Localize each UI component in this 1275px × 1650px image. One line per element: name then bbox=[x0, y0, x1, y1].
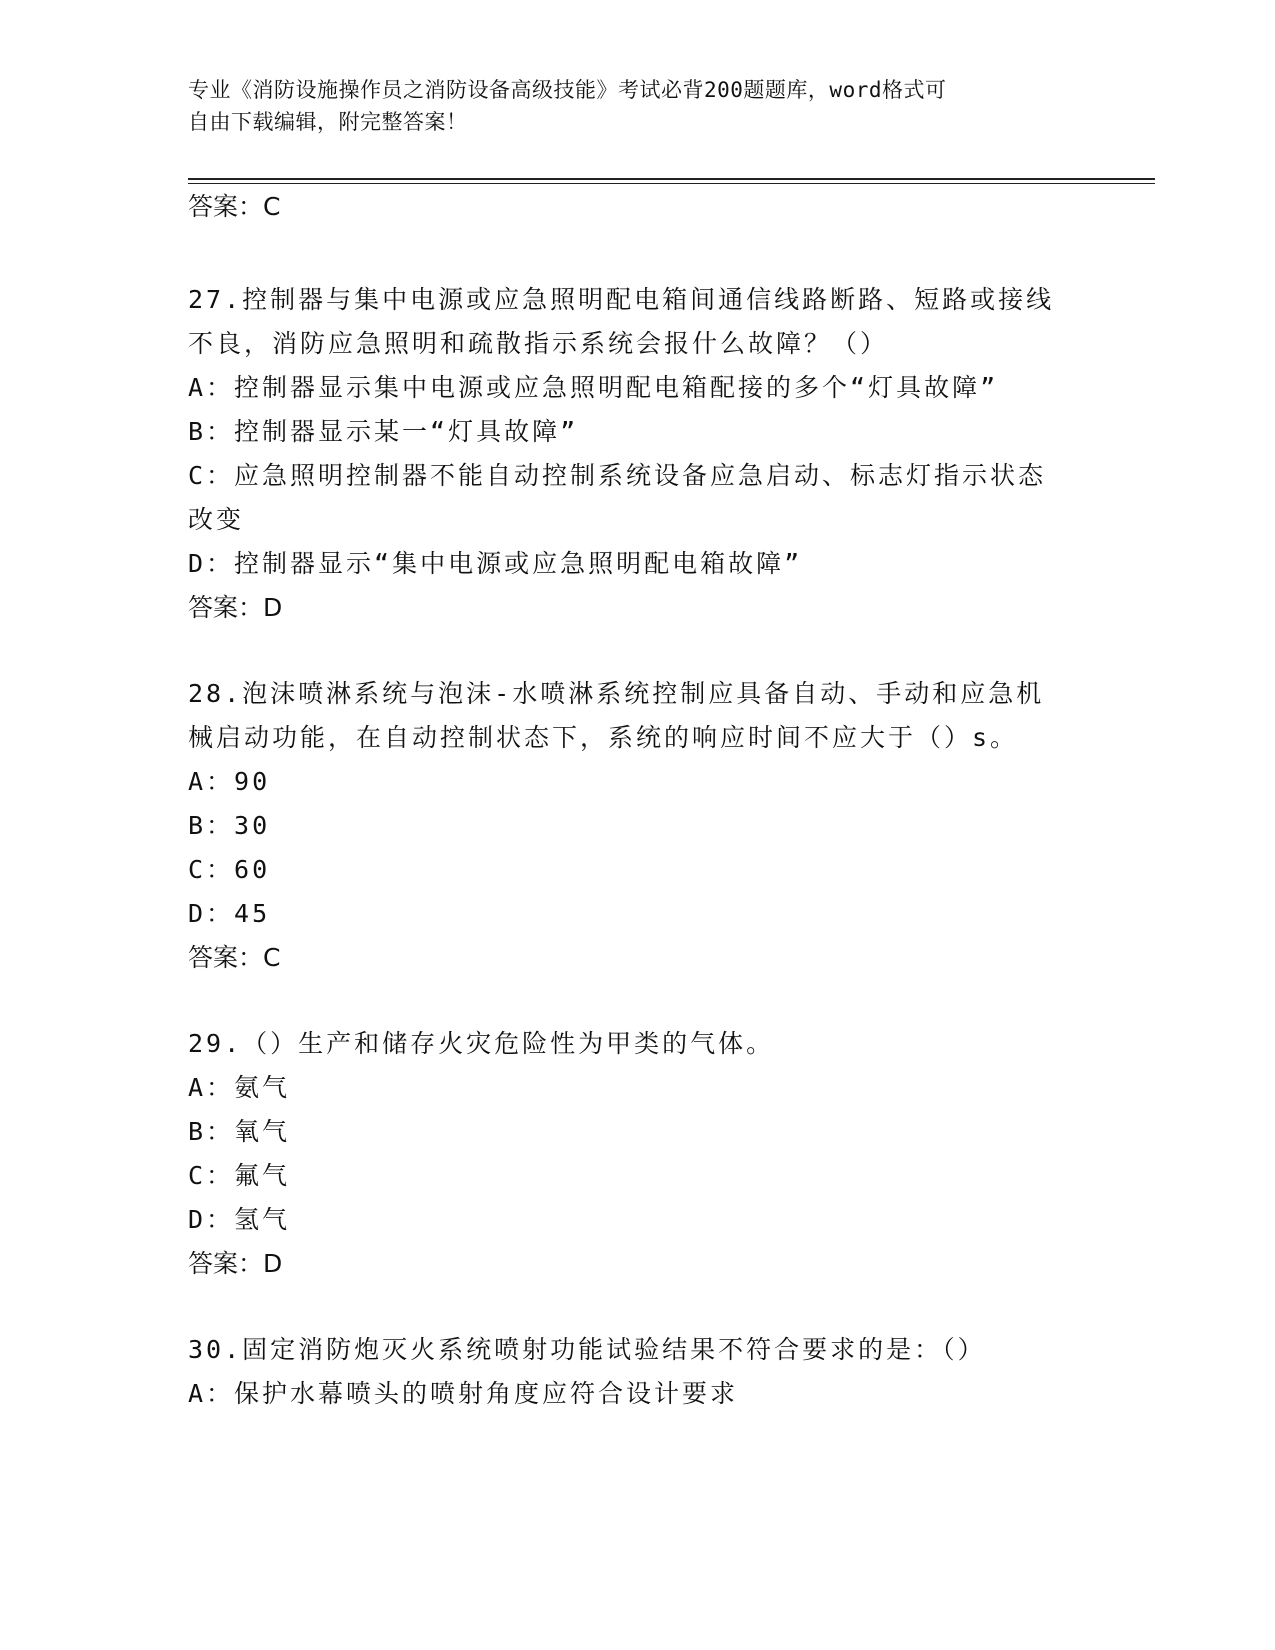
option-a: A：90 bbox=[188, 767, 271, 796]
question-stem-line: 30.固定消防炮灭火系统喷射功能试验结果不符合要求的是：（） bbox=[188, 1335, 986, 1364]
answer-line: 答案：D bbox=[188, 593, 283, 622]
option-c: C：60 bbox=[188, 855, 271, 884]
question-stem-line: 28.泡沫喷淋系统与泡沫-水喷淋系统控制应具备自动、手动和应急机 bbox=[188, 679, 1045, 708]
answer-line: 答案：D bbox=[188, 1249, 283, 1278]
option-c-continued: 改变 bbox=[188, 505, 245, 534]
question-stem-line: 29.（）生产和储存火灾危险性为甲类的气体。 bbox=[188, 1029, 775, 1058]
option-c: C：氟气 bbox=[188, 1161, 291, 1190]
option-b: B：30 bbox=[188, 811, 271, 840]
option-c: C：应急照明控制器不能自动控制系统设备应急启动、标志灯指示状态 bbox=[188, 461, 1047, 490]
header-divider-thin bbox=[188, 183, 1155, 184]
option-b: B：控制器显示某一“灯具故障” bbox=[188, 417, 579, 446]
question-stem-line: 27.控制器与集中电源或应急照明配电箱间通信线路断路、短路或接线 bbox=[188, 285, 1055, 314]
header-divider-thick bbox=[188, 178, 1155, 180]
previous-answer: 答案：C bbox=[188, 192, 281, 221]
option-a: A：保护水幕喷头的喷射角度应符合设计要求 bbox=[188, 1379, 739, 1408]
option-d: D：45 bbox=[188, 899, 271, 928]
question-stem-line: 不良，消防应急照明和疏散指示系统会报什么故障？（） bbox=[188, 329, 889, 358]
answer-line: 答案：C bbox=[188, 943, 281, 972]
option-b: B：氧气 bbox=[188, 1117, 291, 1146]
option-d: D：控制器显示“集中电源或应急照明配电箱故障” bbox=[188, 549, 803, 578]
question-stem-line: 械启动功能，在自动控制状态下，系统的响应时间不应大于（）s。 bbox=[188, 723, 1019, 752]
option-d: D：氢气 bbox=[188, 1205, 291, 1234]
header-line-1: 专业《消防设施操作员之消防设备高级技能》考试必背200题题库，word格式可 bbox=[188, 78, 947, 102]
option-a: A：控制器显示集中电源或应急照明配电箱配接的多个“灯具故障” bbox=[188, 373, 999, 402]
document-header bbox=[188, 74, 1088, 138]
header-line-2: 自由下载编辑，附完整答案！ bbox=[188, 110, 468, 134]
option-a: A：氨气 bbox=[188, 1073, 291, 1102]
